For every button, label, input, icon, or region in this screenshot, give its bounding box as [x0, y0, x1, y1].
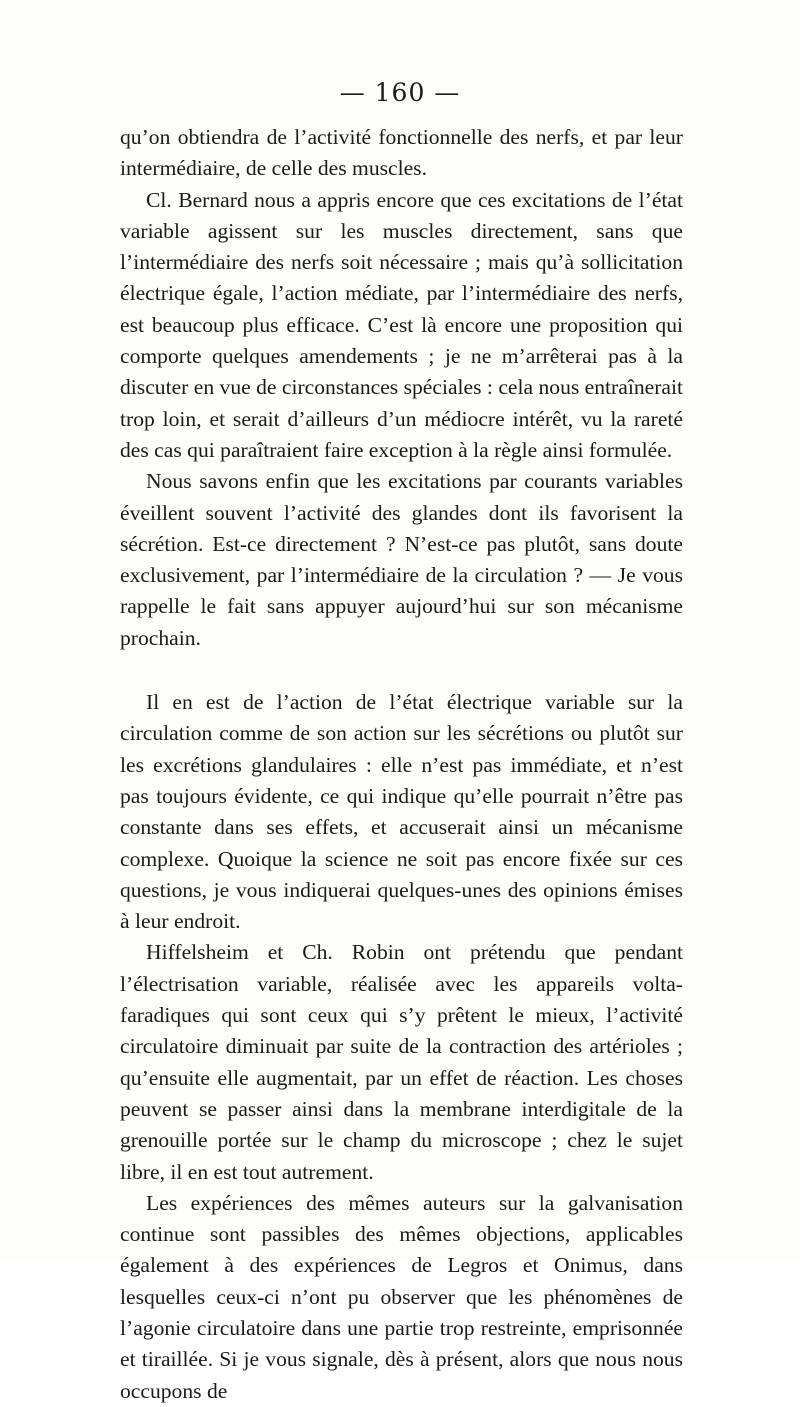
- paragraph-2: Cl. Bernard nous a appris encore que ces excitations de l’état variable agissent sur les muscles directement, sans que l’intermédiaire des nerfs soit nécessaire ; mais qu’à sollicitation électrique égale, l’action médiate, par l’intermédiaire des nerfs, est beaucoup plus efficace. C’est là encore une proposition qui comporte quelques amendements ; je ne m’arrêterai pas à la discuter en vue de circonstances spéciales : cela nous entraînerait trop loin, et serait d’ailleurs d’un médiocre intérêt, vu la rareté des cas qui paraîtraient faire exception à la règle ainsi formulée.: [120, 187, 683, 462]
- body-text: [120, 122, 683, 1407]
- paragraph-4: Il en est de l’action de l’état électrique variable sur la circulation comme de son action sur les sécrétions ou plutôt sur les excrétions glandulaires : elle n’est pas immédiate, et n’est pas toujours évidente, ce qui indique qu’elle pourrait n’être pas constante dans ses effets, et accuserait ainsi un mécanisme complexe. Quoique la science ne soit pas encore fixée sur ces questions, je vous indiquerai quelques-unes des opinions émises à leur endroit.: [120, 690, 683, 934]
- paragraph-1: qu’on obtiendra de l’activité fonctionnelle des nerfs, et par leur intermédiaire, de celle des muscles.: [120, 125, 683, 181]
- page-number: — 160 —: [339, 78, 461, 107]
- paragraph-5: Hiffelsheim et Ch. Robin ont prétendu que pendant l’électrisation variable, réalisée avec les appareils volta-faradiques qui sont ceux qui s’y prêtent le mieux, l’activité circulatoire diminuait par suite de la contraction des artérioles ; qu’ensuite elle augmentait, par un effet de réaction. Les choses peuvent se passer ainsi dans la membrane interdigitale de la grenouille portée sur le champ du microscope ; chez le sujet libre, il en est tout autrement.: [120, 940, 683, 1184]
- paragraph-6: Les expériences des mêmes auteurs sur la galvanisation continue sont passibles des mêmes objections, applicables également à des expériences de Legros et Onimus, dans lesquelles ceux-ci n’ont pu observer que les phénomènes de l’agonie circulatoire dans une partie trop restreinte, emprisonnée et tiraillée. Si je vous signale, dès à présent, alors que nous nous occupons de: [120, 1190, 683, 1403]
- paragraph-3: Nous savons enfin que les excitations par courants variables éveillent souvent l’activité des glandes dont ils favorisent la sécrétion. Est-ce directement ? N’est-ce pas plutôt, sans doute exclusivement, par l’intermédiaire de la circulation ? — Je vous rappelle le fait sans appuyer aujourd’hui sur son mécanisme prochain.: [120, 469, 683, 650]
